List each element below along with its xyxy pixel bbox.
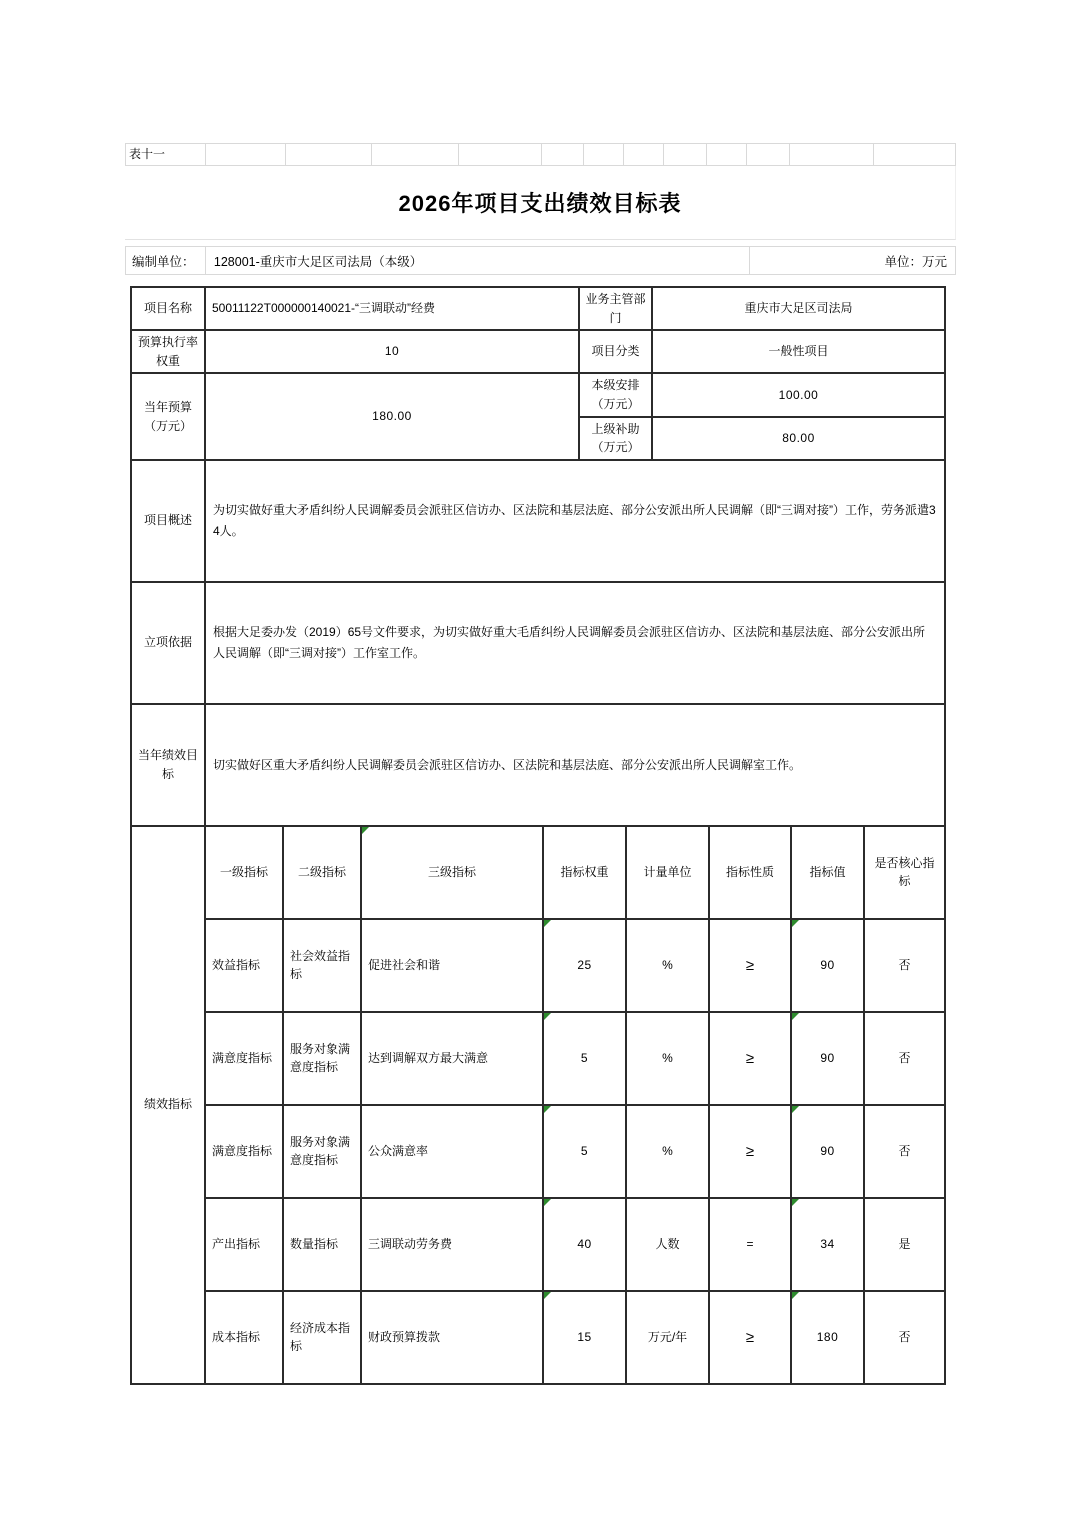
indicator-cell: 效益指标 [205,919,283,1012]
cell-flag-icon [792,920,799,927]
indicator-cell: 达到调解双方最大满意 [361,1012,543,1105]
indicator-cell: 是 [864,1198,945,1291]
category-value: 一般性项目 [652,330,945,373]
indicator-row [131,1291,945,1384]
header-value: 指标值 [791,826,864,919]
spreadsheet-grid-row [125,143,956,166]
cell-flag-icon [544,920,551,927]
indicator-cell: 90 [791,919,864,1012]
meta-row [125,246,956,275]
overview-label: 项目概述 [131,460,205,582]
indicator-cell: 40 [543,1198,626,1291]
indicator-cell: 促进社会和谐 [361,919,543,1012]
grid-cell [206,144,286,166]
local-arrangement-value: 100.00 [652,373,945,416]
budget-label: 当年预算（万元） [131,373,205,459]
header-level2-indicator: 二级指标 [283,826,361,919]
dept-label: 业务主管部门 [579,287,652,330]
indicator-cell: 成本指标 [205,1291,283,1384]
indicator-cell: 34 [791,1198,864,1291]
grid-cell [584,144,624,166]
cell-flag-icon [792,1292,799,1299]
page-title: 2026年项目支出绩效目标表 [125,166,956,240]
grid-cell [459,144,542,166]
indicator-cell: 万元/年 [626,1291,709,1384]
grid-cell [747,144,790,166]
prepared-by-value: 128001-重庆市大足区司法局（本级） [206,247,750,274]
grid-cell [707,144,747,166]
header-weight: 指标权重 [543,826,626,919]
local-arrangement-label: 本级安排（万元） [579,373,652,416]
indicator-cell: 90 [791,1012,864,1105]
indicators-table [130,825,946,1385]
indicator-cell: 满意度指标 [205,1012,283,1105]
indicator-cell: 180 [791,1291,864,1384]
prepared-by-label: 编制单位： [126,247,206,274]
header-measure-unit: 计量单位 [626,826,709,919]
indicator-cell: 否 [864,1012,945,1105]
header-nature: 指标性质 [709,826,791,919]
indicator-cell: 三调联动劳务费 [361,1198,543,1291]
indicator-cell: 人数 [626,1198,709,1291]
indicator-cell: 经济成本指标 [283,1291,361,1384]
goal-text: 切实做好区重大矛盾纠纷人民调解委员会派驻区信访办、区法院和基层法庭、部分公安派出所人民调解室工作。 [205,704,945,826]
indicator-cell: % [626,919,709,1012]
indicator-cell: 财政预算拨款 [361,1291,543,1384]
grid-cell [286,144,372,166]
indicator-cell: ≥ [709,1012,791,1105]
exec-rate-value: 10 [205,330,579,373]
indicator-cell: 数量指标 [283,1198,361,1291]
grid-cell [874,144,956,166]
grid-cell [372,144,459,166]
indicator-cell: 服务对象满意度指标 [283,1012,361,1105]
indicator-cell: 否 [864,919,945,1012]
indicator-row [131,1012,945,1105]
cell-flag-icon [544,1199,551,1206]
indicator-cell: 25 [543,919,626,1012]
sheet-label-cell: 表十一 [126,144,206,166]
overview-text: 为切实做好重大矛盾纠纷人民调解委员会派驻区信访办、区法院和基层法庭、部分公安派出所人民调解（即“三调对接”）工作，劳务派遣34人。 [205,460,945,582]
sheet-area [125,143,956,1385]
goal-label: 当年绩效目标 [131,704,205,826]
project-info-table [130,286,946,827]
superior-subsidy-value: 80.00 [652,417,945,460]
cell-flag-icon [544,1106,551,1113]
indicator-row [131,1105,945,1198]
indicator-row [131,1198,945,1291]
dept-value: 重庆市大足区司法局 [652,287,945,330]
indicator-cell: 5 [543,1012,626,1105]
indicator-cell: 服务对象满意度指标 [283,1105,361,1198]
indicator-cell: 产出指标 [205,1198,283,1291]
indicator-cell: 公众满意率 [361,1105,543,1198]
indicator-cell: % [626,1012,709,1105]
indicator-row [131,919,945,1012]
indicator-cell: ≥ [709,919,791,1012]
header-core: 是否核心指标 [864,826,945,919]
indicator-cell: 满意度指标 [205,1105,283,1198]
basis-text: 根据大足委办发（2019）65号文件要求，为切实做好重大毛盾纠纷人民调解委员会派驻区信访办、区法院和基层法庭、部分公安派出所人民调解（即“三调对接”）工作室工作。 [205,582,945,704]
indicator-cell: = [709,1198,791,1291]
indicator-cell: 5 [543,1105,626,1198]
grid-cell [624,144,664,166]
indicator-cell: ≥ [709,1105,791,1198]
indicator-cell: 否 [864,1291,945,1384]
superior-subsidy-label: 上级补助（万元） [579,417,652,460]
indicator-cell: 15 [543,1291,626,1384]
cell-flag-icon [362,827,369,834]
unit-label: 单位：万元 [750,247,956,274]
exec-rate-label: 预算执行率权重 [131,330,205,373]
category-label: 项目分类 [579,330,652,373]
grid-cell [542,144,585,166]
indicators-section-label: 绩效指标 [131,826,205,1384]
cell-flag-icon [792,1013,799,1020]
indicator-cell: 90 [791,1105,864,1198]
cell-flag-icon [544,1292,551,1299]
grid-cell [790,144,874,166]
header-level1-indicator: 一级指标 [205,826,283,919]
cell-flag-icon [544,1013,551,1020]
project-name-label: 项目名称 [131,287,205,330]
basis-label: 立项依据 [131,582,205,704]
project-name-value: 50011122T000000140021-“三调联动”经费 [205,287,579,330]
indicator-cell: ≥ [709,1291,791,1384]
grid-cell [664,144,707,166]
indicator-cell: 否 [864,1105,945,1198]
header-level3-indicator: 三级指标 [361,826,543,919]
indicator-cell: 社会效益指标 [283,919,361,1012]
cell-flag-icon [792,1199,799,1206]
cell-flag-icon [792,1106,799,1113]
budget-value: 180.00 [205,373,579,459]
indicator-cell: % [626,1105,709,1198]
